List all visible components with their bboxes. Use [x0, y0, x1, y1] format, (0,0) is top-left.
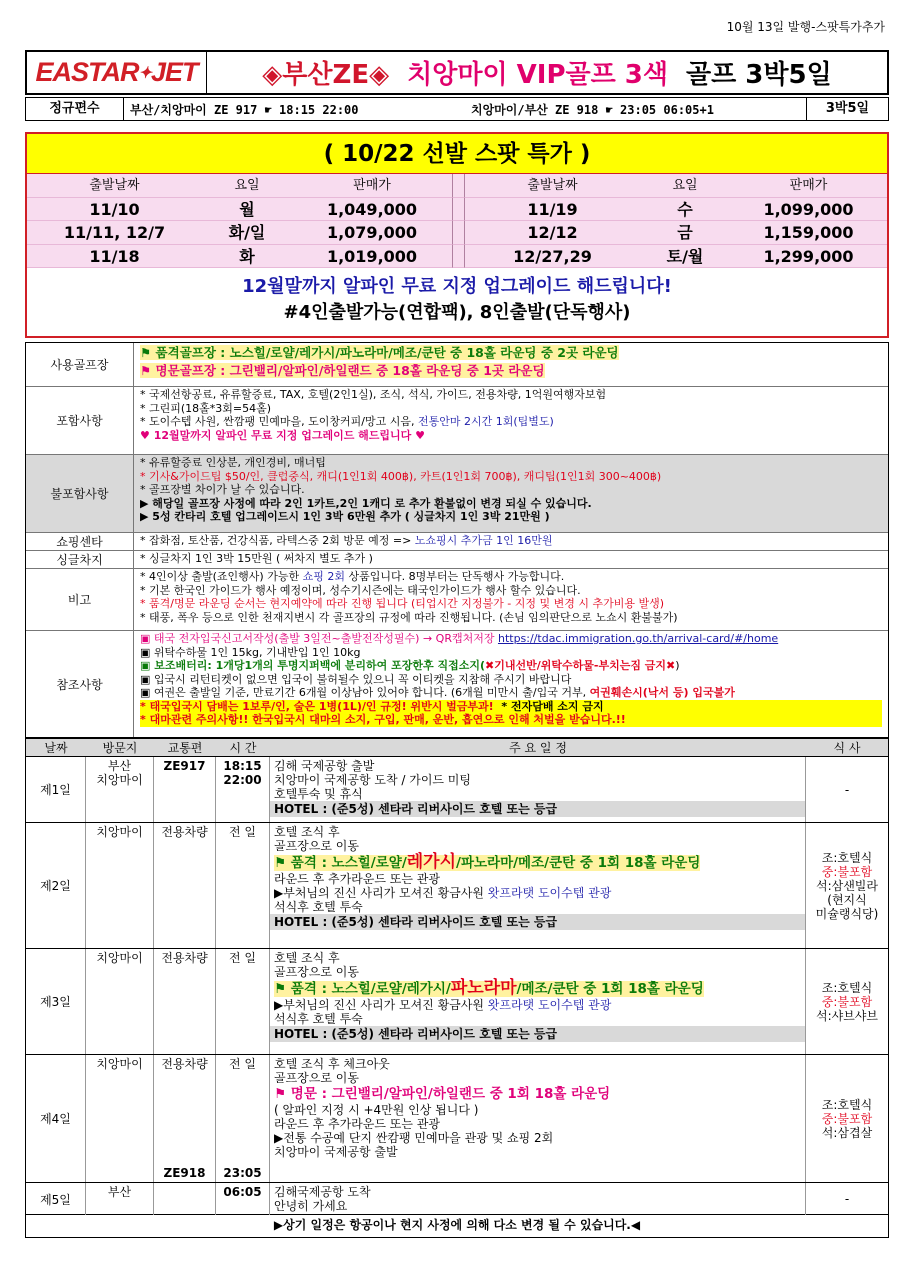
schedule-table — [25, 738, 889, 1238]
price-header: 출발날짜 — [465, 174, 640, 198]
info-content: * 잡화점, 토산품, 건강식품, 라텍스중 2회 방문 예정 => 노쇼핑시 추가금 1인 16만원 — [140, 534, 553, 547]
spot-special-title: ( 10/22 선발 스팟 특가 ) — [27, 134, 887, 174]
price-header: 판매가 — [730, 174, 887, 198]
remark-line: * 품격/명문 라운딩 순서는 현지예약에 따라 진행 됩니다 (티업시간 지정불가 - 지정 및 변경 시 추가비용 발생) — [140, 597, 664, 610]
no-shopping-fee: 노쇼핑시 추가금 1인 16만원 — [414, 534, 553, 547]
page-title — [207, 54, 887, 91]
price-cell: 11/10 — [27, 198, 202, 222]
day-time: 06:05 — [216, 1183, 270, 1215]
info-label: 불포함사항 — [26, 455, 134, 532]
day-place: 부산 치앙마이 — [86, 757, 154, 822]
remark-line: * 기본 한국인 가이드가 행사 예정이며, 성수기시즌에는 태국인가이드가 행사 할수 있습니다. — [140, 583, 581, 597]
info-label: 비고 — [26, 569, 134, 630]
price-header: 요일 — [640, 174, 730, 198]
day-meal: 조:호텔식 중:불포함 석:삼겹살 — [821, 1097, 873, 1140]
day-meal: - — [844, 782, 850, 797]
price-cell: 1,159,000 — [730, 221, 887, 245]
info-label: 포함사항 — [26, 387, 134, 454]
info-table — [25, 342, 889, 738]
eastar-jet-logo: EASTAR ✦ JET — [27, 52, 207, 93]
day-time: 전 일 23:05 — [216, 1055, 270, 1182]
info-row-shopping — [26, 533, 888, 551]
price-table — [27, 174, 887, 268]
day-time: 전 일 — [216, 949, 270, 1054]
table-gap — [452, 174, 465, 198]
day-transport — [154, 1183, 216, 1215]
info-content — [134, 343, 888, 386]
price-cell: 11/19 — [465, 198, 640, 222]
day-plan: 김해 국제공항 출발 치앙마이 국제공항 도착 / 가이드 미팅 호텔투숙 및 휴식 HOTEL : (준5성) 센타라 리버사이드 호텔 또는 등급 — [270, 757, 806, 822]
info-row-remarks — [26, 569, 888, 631]
title-route: ◈부산ZE◈ — [262, 60, 390, 90]
day-plan: 김해국제공항 도착 안녕히 가세요 — [270, 1183, 806, 1215]
title-product: 치앙마이 VIP골프 3색 — [407, 60, 668, 90]
excluded-line: ▶ 5성 칸타리 호텔 업그레이드시 1인 3박 6만원 추가 ( 싱글차지 1인 3박 21만원 ) — [140, 510, 550, 523]
day-time: 18:15 22:00 — [216, 757, 270, 822]
header — [25, 50, 889, 95]
golf-prestige-line: ⚑ 명문골프장 : 그린밸리/알파인/하일랜드 중 18홀 라운딩 중 1곳 라운딩 — [140, 363, 545, 378]
upgrade-line: ♥ 12월말까지 알파인 무료 지정 업그레이드 해드립니다 ♥ — [140, 428, 425, 442]
day-plan: 호텔 조식 후 골프장으로 이동 ⚑ 품격 : 노스힐/로얄/레가시/파노라마/메조/쿤탄 중 1회 18홀 라운딩 라운드 후 추가라운드 또는 관광 ▶부처님의 진신 사리가 모셔진 황금사원 왓프라탯 도이수텝 관광 석식후 호텔 투숙 HOTEL : (준5성) 센타라 리버사이드 호텔 또는 등급 — [270, 823, 806, 948]
price-cell: 12/27,29 — [465, 245, 640, 269]
title-duration: 골프 3박5일 — [686, 60, 832, 90]
special-notes — [27, 268, 887, 324]
price-cell: 11/11, 12/7 — [27, 221, 202, 245]
price-cell: 11/18 — [27, 245, 202, 269]
included-line: * 그린피(18홀*3회=54홀) — [140, 401, 272, 415]
price-cell: 1,019,000 — [292, 245, 452, 269]
day-plan: 호텔 조식 후 체크아웃 골프장으로 이동 ⚑ 명문 : 그린밸리/알파인/하일랜드 중 1회 18홀 라운딩 ( 알파인 지정 시 +4만원 인상 됩니다 ) 라운드 후 추가라운드 또는 관광 ▶전통 수공예 단지 싼캄팽 민예마을 관광 및 쇼핑 2회 치앙마이 국제공항 출발 — [270, 1055, 806, 1182]
flight-duration: 3박5일 — [806, 98, 888, 120]
table-gap — [452, 221, 465, 245]
price-header: 출발날짜 — [27, 174, 202, 198]
info-row-excluded — [26, 455, 888, 533]
price-cell: 토/월 — [640, 245, 730, 269]
schedule-day-4 — [26, 1055, 888, 1183]
schedule-change-note: ▶상기 일정은 항공이나 현지 사정에 의해 다소 변경 될 수 있습니다.◀ — [273, 1218, 641, 1232]
price-cell: 월 — [202, 198, 292, 222]
info-row-single — [26, 551, 888, 569]
info-label: 쇼핑센타 — [26, 533, 134, 550]
upgrade-note: 12월말까지 알파인 무료 지정 업그레이드 해드립니다! — [242, 276, 672, 297]
ref-line: * 대마관련 주의사항!! 한국입국시 대마의 소지, 구입, 판매, 운반, 흡연으로 인해 처벌을 받습니다.!! — [140, 713, 882, 727]
table-gap — [452, 245, 465, 269]
spot-special-box — [25, 132, 889, 338]
price-header: 판매가 — [292, 174, 452, 198]
massage-note: 전통안마 2시간 1회(팁별도) — [417, 415, 554, 428]
schedule-day-2 — [26, 823, 888, 949]
golf-prestige: ⚑ 명문 : 그린밸리/알파인/하일랜드 중 1회 18홀 라운딩 — [274, 1086, 611, 1102]
day-transport: 전용차량 — [154, 823, 216, 948]
day-label: 제1일 — [26, 757, 86, 822]
day-time: 전 일 — [216, 823, 270, 948]
price-cell: 금 — [640, 221, 730, 245]
schedule-day-5 — [26, 1183, 888, 1215]
table-gap — [452, 198, 465, 222]
tdac-link[interactable]: https://tdac.immigration.go.th/arrival-card/#/home — [497, 632, 779, 645]
golf-premium-line: ⚑ 품격골프장 : 노스힐/로얄/레가시/파노라마/메조/쿤탄 중 18홀 라운딩 중 2곳 라운딩 — [140, 345, 619, 360]
info-content: ▣ 태국 전자입국신고서작성(출발 3일전~출발전작성필수) → QR캡처저장 https://tdac.immigration.go.th/arrival-card/#/home ▣ 위탁수하물 1인 15kg, 기내반입 1인 10kg ▣ 보조배터리: 1개당1개의 투명지퍼백에 분리하여 포장한후 직접소지(✖기내선반/위탁수하물-부치는짐 금지✖) ▣ 입국시 리턴티켓이 없으면 입국이 불허될수 있으니 꼭 이티켓을 지참해 주시기 바랍니다 ▣ 여권은 출발일 기준, 만료기간 6개월 이상남아 있어야 합니다. (6개월 미만시 출/입국 거부, 여권훼손시(낙서 등) 입국불가 * 태국입국시 담배는 1보루/인, 술은 1병(1L)/인 규정! 위반시 벌금부과! * 전자담배 소지 금지 * 대마관련 주의사항!! 한국입국시 대마의 소지, 구입, 판매, 운반, 흡연으로 인해 처벌을 받습니다.!! — [134, 631, 888, 737]
price-cell: 1,299,000 — [730, 245, 887, 269]
price-cell: 1,079,000 — [292, 221, 452, 245]
flight-inbound: 치앙마이/부산 ZE 918 ☛ 23:05 06:05+1 — [471, 102, 714, 117]
day-label: 제3일 — [26, 949, 86, 1054]
hotel-line: HOTEL : (준5성) 센타라 리버사이드 호텔 또는 등급 — [270, 801, 805, 817]
price-header: 요일 — [202, 174, 292, 198]
day-transport: 전용차량 ZE918 — [154, 1055, 216, 1182]
info-label: 싱글차지 — [26, 551, 134, 568]
info-label: 사용골프장 — [26, 343, 134, 386]
price-cell: 화/일 — [202, 221, 292, 245]
schedule-header: 날짜 방문지 교통편 시 간 주 요 일 정 식 사 — [26, 739, 888, 757]
day-place: 치앙마이 — [86, 949, 154, 1054]
day-place: 치앙마이 — [86, 1055, 154, 1182]
day-transport: 전용차량 — [154, 949, 216, 1054]
price-cell: 12/12 — [465, 221, 640, 245]
flight-info — [25, 97, 889, 121]
schedule-day-1 — [26, 757, 888, 823]
price-cell: 1,049,000 — [292, 198, 452, 222]
excluded-line: * 골프장별 차이가 날 수 있습니다. — [140, 483, 305, 496]
day-label: 제4일 — [26, 1055, 86, 1182]
day-transport: ZE917 — [154, 757, 216, 822]
ref-line: ▣ 입국시 리턴티켓이 없으면 입국이 불허될수 있으니 꼭 이티켓을 지참해 주시기 바랍니다 — [140, 672, 572, 686]
excluded-line: * 유류할증료 인상분, 개인경비, 매너팁 — [140, 456, 326, 469]
day-place: 치앙마이 — [86, 823, 154, 948]
info-row-reference — [26, 631, 888, 737]
day-plan: 호텔 조식 후 골프장으로 이동 ⚑ 품격 : 노스힐/로얄/레가시/파노라마/메조/쿤탄 중 1회 18홀 라운딩 ▶부처님의 진신 사리가 모셔진 황금사원 왓프라탯 도이수텝 관광 석식후 호텔 투숙 HOTEL : (준5성) 센타라 리버사이드 호텔 또는 등급 — [270, 949, 806, 1054]
departure-note: #4인출발가능(연합팩), 8인출발(단독행사) — [283, 302, 631, 323]
flight-outbound: 부산/치앙마이 ZE 917 ☛ 18:15 22:00 — [130, 102, 359, 117]
info-label: 참조사항 — [26, 631, 134, 737]
info-row-included — [26, 387, 888, 455]
day-label: 제5일 — [26, 1183, 86, 1215]
excluded-line: * 기사&가이드팁 $50/인, 클럽중식, 캐디(1인1회 400฿), 카트(1인1회 700฿), 캐디팁(1인1회 300~400฿) — [140, 469, 662, 483]
price-cell: 수 — [640, 198, 730, 222]
star-icon: ✦ — [138, 64, 151, 82]
day-label: 제2일 — [26, 823, 86, 948]
included-line: * 도이수텝 사원, 싼깜팽 민예마을, 도이창커피/망고 시음, — [140, 415, 418, 428]
info-content: * 4인이상 출발(죠인행사) 가능한 쇼핑 2회 상품입니다. 8명부터는 단독행사 가능합니다. * 기본 한국인 가이드가 행사 예정이며, 성수기시즌에는 태국인가이드가 행사 할수 있습니다. * 품격/명문 라운딩 순서는 현지예약에 따라 진행 됩니다 (티업시간 지정불가 - 지정 및 변경 시 추가비용 발생) * 태풍, 폭우 등으로 인한 천재지변시 각 골프장의 규정에 따라 진행됩니다. (손님 임의판단으로 노쇼시 환불불가) — [134, 569, 888, 630]
hotel-line: HOTEL : (준5성) 센타라 리버사이드 호텔 또는 등급 — [270, 914, 805, 930]
issue-note: 10월 13일 발행-스팟특가추가 — [726, 20, 885, 34]
schedule-day-3 — [26, 949, 888, 1055]
price-cell: 화 — [202, 245, 292, 269]
day-meal: 조:호텔식 중:불포함 석:삼샌빌라 (현지식 미슐랭식당) — [815, 850, 879, 921]
price-cell: 1,099,000 — [730, 198, 887, 222]
info-row-golf — [26, 343, 888, 387]
remark-line: * 태풍, 폭우 등으로 인한 천재지변시 각 골프장의 규정에 따라 진행됩니다. (손님 임의판단으로 노쇼시 환불불가) — [140, 610, 678, 624]
excluded-line: ▶ 해당일 골프장 사정에 따라 2인 1카트,2인 1캐디 로 추가 환불없이 변경 되실 수 있습니다. — [140, 496, 592, 510]
info-content — [134, 455, 888, 532]
ref-line: ▣ 위탁수하물 1인 15kg, 기내반입 1인 10kg — [140, 645, 361, 659]
day-meal: 조:호텔식 중:불포함 석:샤브샤브 — [815, 980, 878, 1023]
info-content: * 싱글차지 1인 3박 15만원 ( 써차지 별도 추가 ) — [140, 552, 373, 565]
day-place: 부산 — [86, 1183, 154, 1215]
day-meal: - — [844, 1192, 850, 1206]
hotel-line: HOTEL : (준5성) 센타라 리버사이드 호텔 또는 등급 — [270, 1026, 805, 1042]
info-content — [134, 387, 888, 454]
included-line: * 국제선항공료, 유류할증료, TAX, 호텔(2인1실), 조식, 석식, 가이드, 전용차량, 1억원여행자보험 — [140, 388, 607, 401]
flight-label: 정규편수 — [26, 98, 124, 120]
